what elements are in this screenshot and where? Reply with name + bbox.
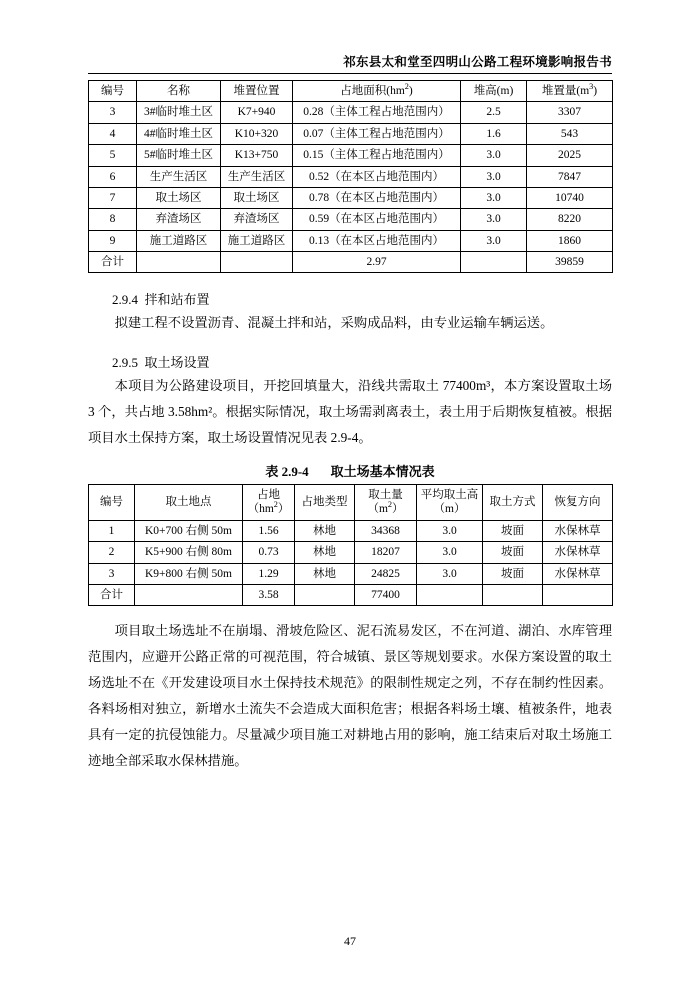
col-header-method: 取土方式 [483,485,543,521]
col-header-id: 编号 [89,81,137,102]
cell-area: 1.29 [243,563,295,584]
cell-volume: 34368 [355,520,417,541]
cell-volume: 8220 [527,209,613,230]
cell-id: 8 [89,209,137,230]
col-header-volume: 堆置量$(m^3)$ [527,81,613,102]
cell-id: 4 [89,123,137,144]
cell-id: 3 [89,102,137,123]
cell-name: 生产生活区 [137,166,221,187]
table-row [89,209,613,230]
cell-avgheight: 3.0 [417,542,483,563]
cell-height: 3.0 [461,209,527,230]
cell-id: 2 [89,542,135,563]
cell-landtype: 林地 [295,520,355,541]
cell-id: 3 [89,563,135,584]
cell-total-area: 3.58 [243,584,295,605]
cell-total-label: 合计 [89,252,137,273]
cell-area: 0.52（在本区占地范围内） [293,166,461,187]
cell-landtype: 林地 [295,542,355,563]
cell-site: K9+800 右侧 50m [135,563,243,584]
cell-name: 4#临时堆土区 [137,123,221,144]
paragraph-294-1: 拟建工程不设置沥青、混凝土拌和站，采购成品料，由专业运输车辆运送。 [114,315,554,331]
cell-area: 0.13（在本区占地范围内） [293,230,461,251]
cell-location: K7+940 [221,102,293,123]
cell-location: 弃渣场区 [221,209,293,230]
cell-area: 0.15（主体工程占地范围内） [293,145,461,166]
cell-volume: 18207 [355,542,417,563]
cell-height: 3.0 [461,230,527,251]
col-header-site: 取土地点 [135,485,243,521]
cell-location: 生产生活区 [221,166,293,187]
cell-total-blank4 [483,584,543,605]
col-header-height: 堆高(m) [461,81,527,102]
cell-total-blank5 [543,584,613,605]
cell-height: 3.0 [461,145,527,166]
cell-avgheight: 3.0 [417,563,483,584]
cell-area: 0.78（在本区占地范围内） [293,187,461,208]
cell-location: 取土场区 [221,187,293,208]
col-header-area: 占地 $(hm^2)$ [243,485,295,521]
cell-id: 7 [89,187,137,208]
cell-height: 3.0 [461,187,527,208]
cell-name: 3#临时堆土区 [137,102,221,123]
cell-total-blank2 [295,584,355,605]
col-header-area: 占地面积$(hm^2)$ [293,81,461,102]
header-divider [88,73,612,74]
cell-height: 2.5 [461,102,527,123]
header-title: 祁东县太和堂至四明山公路工程环境影响报告书 [343,55,612,69]
cell-volume: 10740 [527,187,613,208]
table-row [89,563,613,584]
section-heading-295 [88,352,612,371]
cell-restoration: 水保林草 [543,520,613,541]
cell-volume: 24825 [355,563,417,584]
table-row [89,123,613,144]
cell-total-label: 合计 [89,584,135,605]
cell-site: K0+700 右侧 50m [135,520,243,541]
cell-total-blank3 [417,584,483,605]
table-row [89,542,613,563]
cell-method: 坡面 [483,563,543,584]
cell-area: 0.07（主体工程占地范围内） [293,123,461,144]
paragraph-closing-1: 项目取土场选址不在崩塌、滑坡危险区、泥石流易发区，不在河道、湖泊、水库管理范围内，应避开公路正常的可视范围，符合城镇、景区等规划要求。水保方案设置的取土场选址不在《开发建设项目水土保持技术规范》的限制性规定之列，不存在制约性因素。各料场相对独立，新增水土流失不会造成大面积危害；根据各料场土壤、植被条件，地表具有一定的抗侵蚀能力。尽量减少项目施工对耕地占用的影响，施工结束后对取土场施工迹地全部采取水保林措施。 [88,623,612,768]
table-row [89,166,613,187]
page-number: 47 [344,934,356,948]
cell-total-volume: 77400 [355,584,417,605]
cell-height: 3.0 [461,166,527,187]
col-header-id: 编号 [89,485,135,521]
cell-location: 施工道路区 [221,230,293,251]
page-header [88,52,612,74]
cell-method: 坡面 [483,520,543,541]
cell-id: 5 [89,145,137,166]
cell-volume: 3307 [527,102,613,123]
cell-total-volume: 39859 [527,252,613,273]
table2-caption [88,461,612,480]
col-header-volume: 取土量 $(m^2)$ [355,485,417,521]
table-total-row [89,584,613,605]
cell-name: 施工道路区 [137,230,221,251]
page-content [88,80,612,774]
cell-volume: 7847 [527,166,613,187]
table-total-row [89,252,613,273]
table-header-row [89,485,613,521]
table-row [89,187,613,208]
col-header-name: 名称 [137,81,221,102]
cell-volume: 1860 [527,230,613,251]
cell-id: 1 [89,520,135,541]
cell-name: 取土场区 [137,187,221,208]
cell-area: 0.59（在本区占地范围内） [293,209,461,230]
borrow-pit-table [88,484,613,606]
table-row [89,145,613,166]
cell-restoration: 水保林草 [543,563,613,584]
table-header-row [89,81,613,102]
cell-total-blank [135,584,243,605]
cell-area: 0.73 [243,542,295,563]
cell-landtype: 林地 [295,563,355,584]
col-header-restoration: 恢复方向 [543,485,613,521]
cell-area: 1.56 [243,520,295,541]
col-header-location: 堆置位置 [221,81,293,102]
table2-caption-title: 取土场基本情况表 [330,464,435,480]
col-header-landtype: 占地类型 [295,485,355,521]
cell-area: 0.28（主体工程占地范围内） [293,102,461,123]
table-row [89,520,613,541]
cell-total-blank [137,252,221,273]
cell-volume: 2025 [527,145,613,166]
cell-height: 1.6 [461,123,527,144]
table-row [89,102,613,123]
section-number: 2.9.5 [112,355,138,371]
col-header-avgheight: 平均取土高 （m） [417,485,483,521]
cell-id: 6 [89,166,137,187]
cell-location: K13+750 [221,145,293,166]
section-heading-294 [88,289,612,308]
cell-method: 坡面 [483,542,543,563]
table-row [89,230,613,251]
spoil-table [88,80,613,273]
cell-id: 9 [89,230,137,251]
cell-total-blank2 [221,252,293,273]
section-title: 拌和站布置 [144,292,210,308]
cell-location: K10+320 [221,123,293,144]
cell-restoration: 水保林草 [543,542,613,563]
table2-caption-number: 表 2.9-4 [265,464,309,480]
cell-name: 弃渣场区 [137,209,221,230]
cell-site: K5+900 右侧 80m [135,542,243,563]
section-title: 取土场设置 [144,355,210,371]
cell-total-blank3 [461,252,527,273]
cell-volume: 543 [527,123,613,144]
section-number: 2.9.4 [112,292,138,308]
cell-total-area: 2.97 [293,252,461,273]
paragraph-295-1: 本项目为公路建设项目，开挖回填量大，沿线共需取土 77400m³，本方案设置取土场 3 个，共占地 3.58hm²。根据实际情况，取土场需剥离表土，表土用于后期恢复植被。根据项目水土保持方案，取土场设置情况见表 2.9-4。 [88,378,612,446]
cell-name: 5#临时堆土区 [137,145,221,166]
cell-avgheight: 3.0 [417,520,483,541]
